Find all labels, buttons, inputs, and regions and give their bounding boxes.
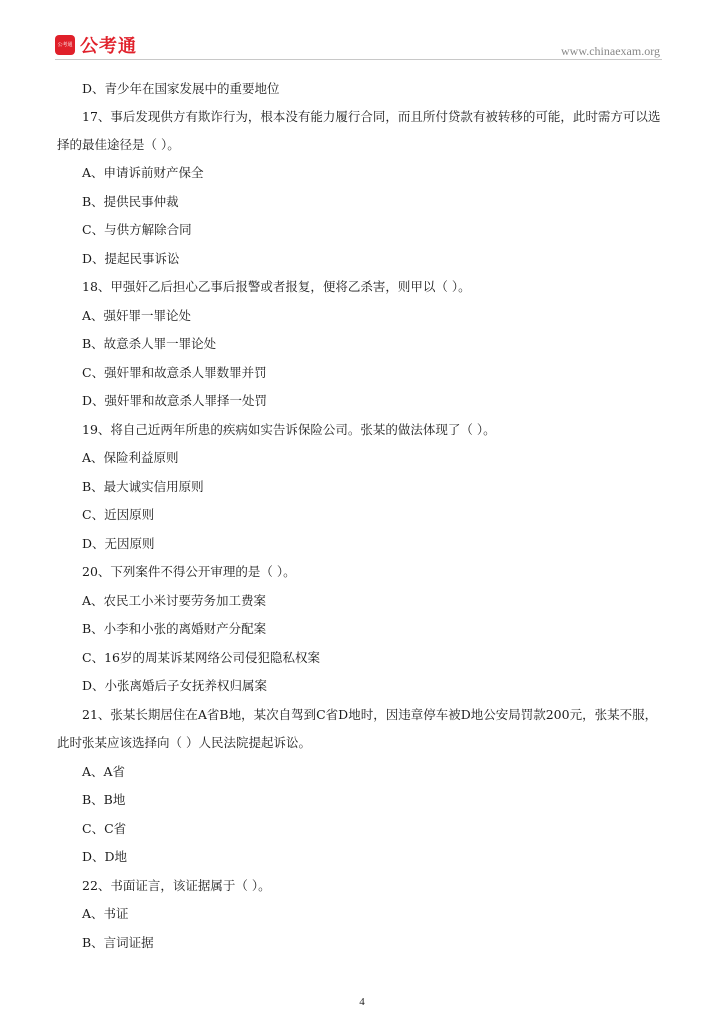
option-line: B、B地 <box>82 792 126 807</box>
option-line: A、书证 <box>82 906 129 921</box>
option-line: B、言词证据 <box>82 935 154 950</box>
option-line: B、最大诚实信用原则 <box>82 479 204 494</box>
option-line: D、小张离婚后子女抚养权归属案 <box>82 678 268 693</box>
page-header <box>0 0 724 64</box>
option-line: B、故意杀人罪一罪论处 <box>82 336 217 351</box>
option-line: C、近因原则 <box>82 507 155 522</box>
option-line: D、提起民事诉讼 <box>82 251 180 266</box>
option-line: A、农民工小米讨要劳务加工费案 <box>82 593 267 608</box>
question-line: 22、书面证言，该证据属于（ ）。 <box>82 878 271 893</box>
option-line: A、强奸罪一罪论处 <box>82 308 192 323</box>
option-line: A、申请诉前财产保全 <box>82 165 204 180</box>
logo-text: 公考通 <box>80 36 137 57</box>
question-line: 19、将自己近两年所患的疾病如实告诉保险公司。张某的做法体现了（ ）。 <box>82 422 496 437</box>
logo-mark-icon: 公考通 <box>55 35 75 55</box>
page-number: 4 <box>359 996 365 1008</box>
question-line: 18、甲强奸乙后担心乙事后报警或者报复，便将乙杀害，则甲以（ ）。 <box>82 279 471 294</box>
option-line: C、与供方解除合同 <box>82 222 192 237</box>
option-line: A、A省 <box>82 764 126 779</box>
option-line: D、青少年在国家发展中的重要地位 <box>82 81 280 96</box>
question-line: 17、事后发现供方有欺诈行为，根本没有能力履行合同，而且所付贷款有被转移的可能，此时需方可以选 <box>82 109 661 124</box>
header-divider <box>55 59 662 60</box>
option-line: C、C省 <box>82 821 127 836</box>
site-url: www.chinaexam.org <box>561 44 660 58</box>
option-line: C、强奸罪和故意杀人罪数罪并罚 <box>82 365 267 380</box>
option-line: B、提供民事仲裁 <box>82 194 179 209</box>
question-line: 20、下列案件不得公开审理的是（ ）。 <box>82 564 296 579</box>
option-line: C、16岁的周某诉某网络公司侵犯隐私权案 <box>82 650 320 665</box>
question-line-wrap: 择的最佳途径是（ ）。 <box>57 137 180 152</box>
option-line: B、小李和小张的离婚财产分配案 <box>82 621 267 636</box>
question-line-wrap: 此时张某应该选择向（ ）人民法院提起诉讼。 <box>57 735 311 750</box>
logo <box>55 33 137 57</box>
question-line: 21、张某长期居住在A省B地，某次自驾到C省D地时，因违章停车被D地公安局罚款200元，张某不服， <box>82 707 658 722</box>
option-line: A、保险利益原则 <box>82 450 179 465</box>
option-line: D、无因原则 <box>82 536 155 551</box>
option-line: D、D地 <box>82 849 128 864</box>
option-line: D、强奸罪和故意杀人罪择一处罚 <box>82 393 268 408</box>
